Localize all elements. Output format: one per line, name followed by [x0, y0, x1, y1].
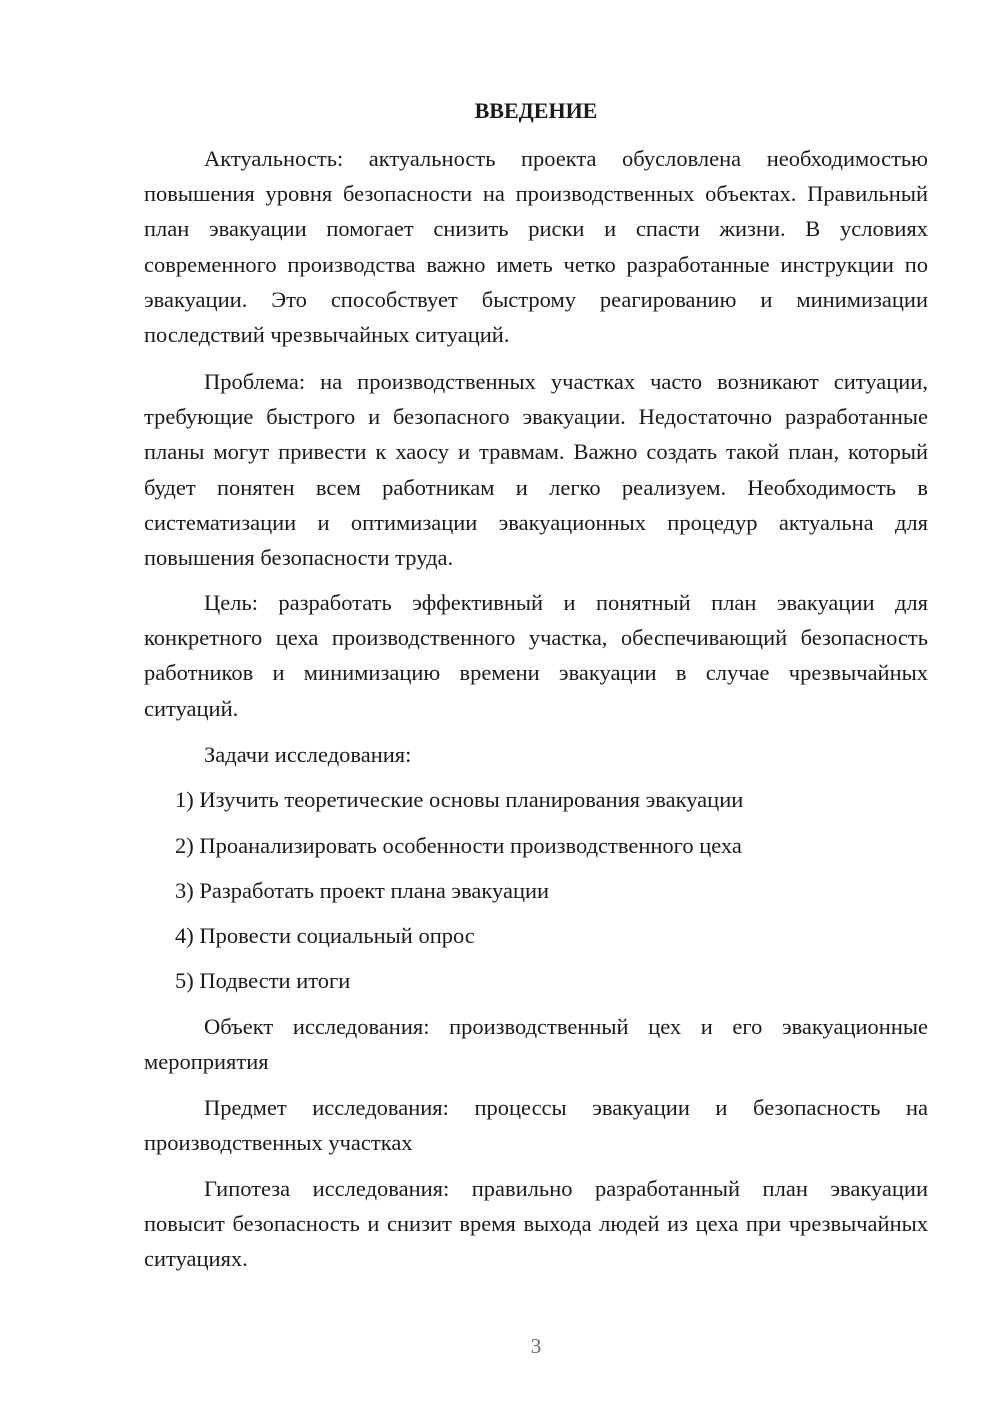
paragraph-subject: Предмет исследования: процессы эвакуации и безопасность на производственных участках — [144, 1095, 928, 1156]
paragraph-problem: Проблема: на производственных участках часто возникают ситуации, требующие быстрого и безопасного эвакуации. Недостаточно разработанные планы могут привести к хаосу и травмам. Важно создать такой план, который будет понятен всем работникам и легко реализуем. Необходимость в систематизации и оптимизации эвакуационных процедур актуальна для повышения безопасности труда. — [144, 369, 928, 571]
paragraph-relevance: Актуальность: актуальность проекта обусловлена необходимостью повышения уровня безопасности на производственных объектах. Правильный план эвакуации помогает снизить риски и спасти жизни. В условиях современного производства важно иметь четко разработанные инструкции по эвакуации. Это способствует быстрому реагированию и минимизации последствий чрезвычайных ситуаций. — [144, 146, 928, 348]
page-title: ВВЕДЕНИЕ — [474, 98, 598, 123]
task-item: 4) Провести социальный опрос — [175, 923, 475, 948]
task-item: 5) Подвести итоги — [175, 968, 351, 993]
paragraph-object: Объект исследования: производственный цех и его эвакуационные мероприятия — [144, 1014, 928, 1075]
tasks-heading: Задачи исследования: — [204, 742, 412, 767]
paragraph-goal: Цель: разработать эффективный и понятный план эвакуации для конкретного цеха производственного участка, обеспечивающий безопасность работников и минимизацию времени эвакуации в случае чрезвычайных ситуаций. — [144, 590, 928, 721]
task-item: 3) Разработать проект плана эвакуации — [175, 878, 550, 903]
task-item: 1) Изучить теоретические основы планирования эвакуации — [175, 787, 744, 812]
paragraph-hypothesis: Гипотеза исследования: правильно разработанный план эвакуации повысит безопасность и снизит время выхода людей из цеха при чрезвычайных ситуациях. — [144, 1176, 928, 1272]
task-item: 2) Проанализировать особенности производственного цеха — [175, 833, 742, 858]
page-number: 3 — [530, 1334, 542, 1358]
